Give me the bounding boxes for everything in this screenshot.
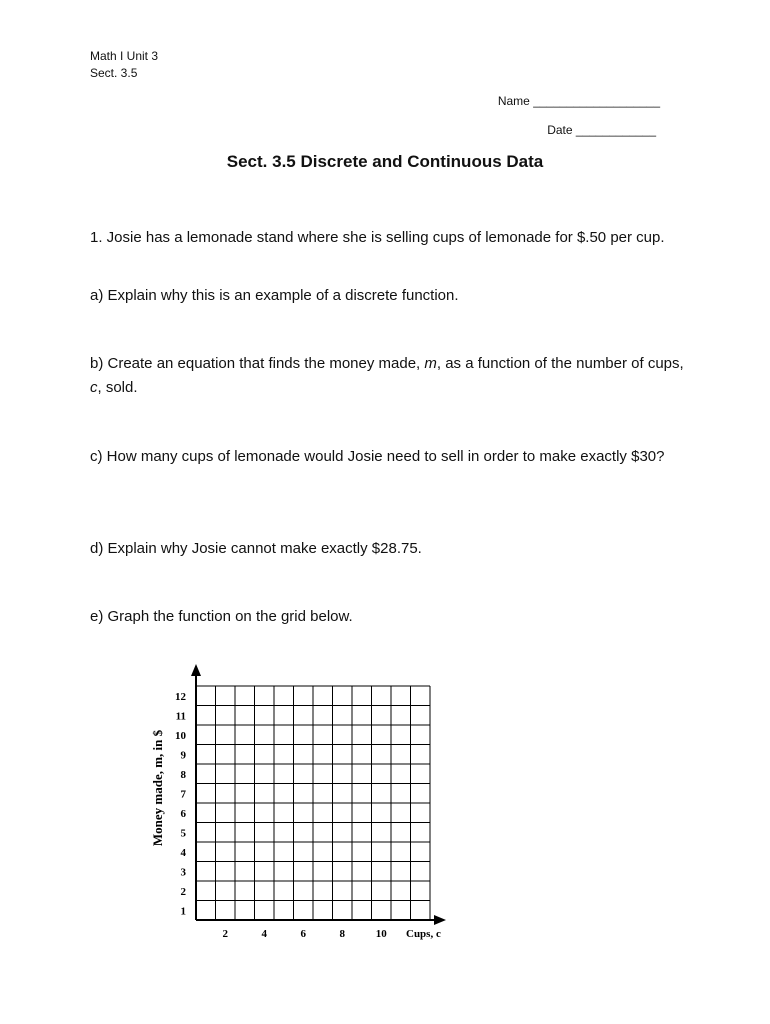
date-line (547, 123, 656, 137)
x-tick-label: 2 (222, 928, 228, 940)
x-tick-labels (223, 928, 388, 940)
y-tick-label: 5 (180, 827, 186, 840)
x-tick-label: 4 (261, 928, 267, 940)
y-axis-arrow-icon (191, 664, 201, 676)
y-axis-label: Money made, m, in $ (150, 729, 165, 847)
question-1c: c) How many cups of lemonade would Josie need to sell in order to make exactly $30? (90, 448, 665, 465)
date-blank: ____________ (572, 123, 656, 137)
section-label: Sect. 3.5 (90, 66, 138, 80)
y-tick-label: 3 (180, 866, 186, 879)
question-1: 1. Josie has a lemonade stand where she is selling cups of lemonade for $.50 per cup. (90, 229, 665, 246)
x-axis-arrow-icon (434, 915, 446, 925)
y-tick-label: 10 (175, 729, 186, 742)
y-tick-label: 11 (175, 710, 186, 723)
question-1d: d) Explain why Josie cannot make exactly $28.75. (90, 540, 422, 557)
page-title: Sect. 3.5 Discrete and Continuous Data (226, 152, 544, 171)
y-tick-label: 12 (175, 690, 186, 703)
y-tick-label: 2 (180, 885, 186, 898)
x-tick-label: 6 (300, 928, 306, 940)
variable-m: m (424, 355, 437, 372)
course-label: Math I Unit 3 (90, 49, 159, 63)
x-tick-label: 8 (339, 928, 345, 940)
y-tick-label: 7 (180, 788, 186, 801)
name-blank: ___________________ (529, 94, 660, 108)
question-1b-part1: b) Create an equation that finds the money made, (90, 355, 425, 372)
question-1e: e) Graph the function on the grid below. (90, 608, 353, 625)
y-tick-label: 9 (180, 749, 186, 762)
grid-lines (196, 686, 430, 920)
y-tick-label: 8 (180, 768, 186, 781)
y-tick-label: 1 (180, 905, 186, 918)
date-label: Date (547, 123, 573, 137)
y-tick-label: 4 (180, 846, 186, 859)
question-1b-part2: , as a function of the number of cups, (436, 355, 684, 372)
name-line (498, 94, 660, 108)
variable-c: c (90, 379, 98, 396)
question-1a: a) Explain why this is an example of a discrete function. (90, 287, 459, 304)
graph-grid (140, 650, 460, 950)
x-tick-label: 10 (375, 928, 387, 940)
y-tick-labels (175, 691, 187, 918)
name-label: Name (497, 94, 530, 108)
question-1b-part3: , sold. (97, 379, 138, 396)
x-axis-label: Cups, c (406, 928, 441, 940)
question-1b (90, 352, 690, 400)
y-tick-label: 6 (180, 807, 186, 820)
